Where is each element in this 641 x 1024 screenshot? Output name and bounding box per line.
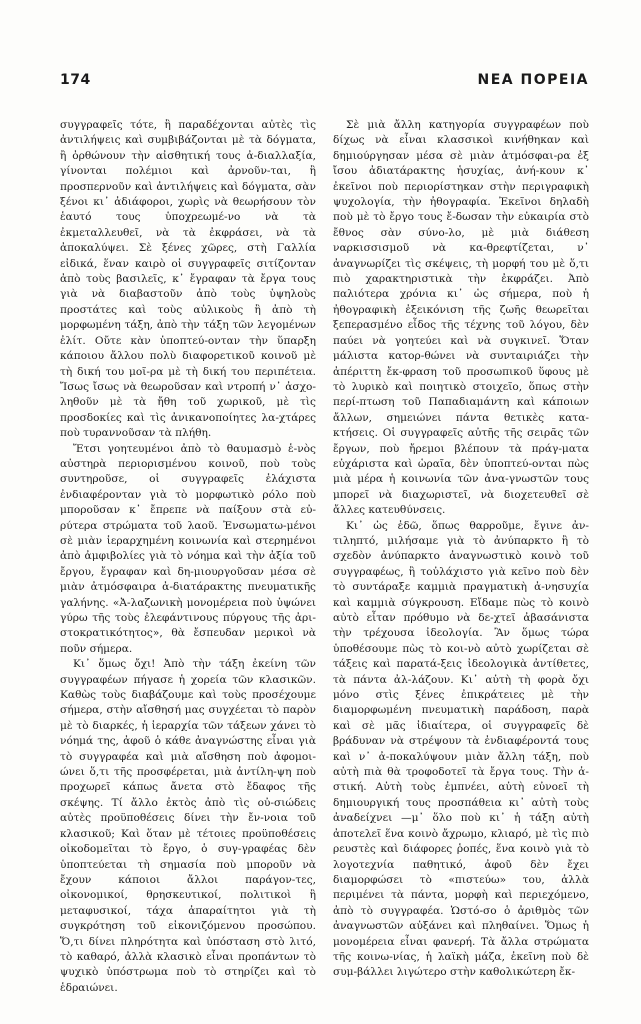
paragraph: Ἔτσι γοητευμένοι ἀπὸ τὸ θαυμασμὸ ἑ-νὸς αὐστηρὰ περιορισμένου κοινοῦ, ποὺ τοὺς συντηροῦσε, οἱ συγγραφεῖς ἐλάχιστα ἐνδιαφέρονταν γιὰ τὸ μορφωτικὸ ρόλο ποὺ μποροῦσαν κ᾿ ἔπρεπε νὰ παίξουν στὰ εὐ-ρύτερα στρώματα τοῦ λαοῦ. Ἐνσωματω-μένοι σὲ μιὰν ἱεραρχημένη κοινωνία καὶ στερημένοι ἀπὸ ἀμφιβολίες γιὰ τὸ νόημα καὶ τὴν ἀξία τοῦ ἔργου, ἔγραφαν καὶ δη-μιουργοῦσαν μέσα σὲ μιὰν ἀτμόσφαιρα ἀ-διατάρακτης πνευματικῆς γαλήνης. «Ἀ-λαζωνικὴ μονομέρεια ποὺ ὑψώνει γύρω τῆς τοὺς ἐλεφάντινους πύργους τῆς ἀρι-στοκρατικότητος», θὰ ἔσπευδαν μερικοὶ νὰ ποῦν σήμερα. xyxy=(60,442,316,655)
paragraph: Κι᾿ ὅμως ὄχι! Ἀπὸ τὴν τάξη ἐκείνη τῶν συγγραφέων πήγασε ἡ χορεία τῶν κλασικῶν. Καθὼς τοὺς διαβάζουμε καὶ τοὺς προσέχουμε σήμερα, στὴν αἴσθησή μας συγχέεται τὸ παρὸν μὲ τὸ διαρκές, ἡ ἱεραρχία τῶν τάξεων χάνει τὸ νόημά της, ἀφοῦ ὁ κάθε ἀναγνώστης εἶναι γιὰ τὸ συγγραφέα καὶ μιὰ αἴσθηση ποὺ ἀφομοι-ώνει ὅ,τι τῆς προσφέρεται, μιὰ ἀντίλη-ψη ποὺ προχωρεῖ κάπως ἄνετα στὸ ἔδαφος τῆς σκέψης. Τί ἄλλο ἐκτὸς ἀπὸ τὶς οὐ-σιώδεις αὐτὲς προϋποθέσεις δίνει τὴν ἔν-νοια τοῦ κλασικοῦ; Καὶ ὅταν μὲ τέτοιες προϋποθέσεις οἰκοδομεῖται τὸ ἔργο, ὁ συγ-γραφέας δὲν ὑποπτεύεται τὴ σημασία ποὺ μποροῦν νὰ ἔχουν κάποιοι ἄλλοι παράγον-τες, οἰκονομικοί, θρησκευτικοί, πολιτικοὶ ἢ μεταφυσικοί, τάχα ἀπαραίτητοι γιὰ τὴ συγκρότηση τοῦ εἰκονιζόμενου προσώπου. Ὅ,τι δίνει πληρότητα καὶ ὑπόσταση στὸ λιτό, τὸ καθαρό, ἀλλὰ κλασικὸ εἶναι προπάντων τὸ ψυχικὸ ὑπόστρωμα ποὺ τὸ στηρίζει καὶ τὸ ἑδραιώνει. xyxy=(60,658,316,994)
page-header xyxy=(60,72,589,88)
paragraph: συγγραφεῖς τότε, ἢ παραδέχονται αὐτὲς τὶς ἀντιλήψεις καὶ συμβιβάζονται μὲ τὰ δόγματα, ἢ ὀρθώνουν τὴν αἰσθητική τους ἀ-διαλλαξία, γίνονται πολέμιοι καὶ ἀρνοῦν-ται, ἢ προσπερνοῦν καὶ ἀντιλήψεις καὶ δόγματα, σὰν ξένοι κι᾿ ἀδιάφοροι, χωρὶς νὰ θεωρήσουν τὸν ἑαυτό τους ὑποχρεωμέ-νο νὰ τὰ ἐκμεταλλευθεῖ, νὰ τὰ ἐκφράσει, νὰ τὰ ἀποκαλύψει. Σὲ ξένες χῶρες, στὴ Γαλλία εἰδικά, ἕναν καιρὸ οἱ συγγραφεῖς σιτίζονταν ἀπὸ τοὺς βασιλεῖς, κ᾿ ἔγραφαν τὰ ἔργα τους γιὰ νὰ διαβαστοῦν ἀπὸ τοὺς ὑψηλοὺς προστάτες καὶ τοὺς αὐλικοὺς ἢ ἀπὸ τὴ μορφωμένη τάξη, ἀπὸ τὴν τάξη τῶν λεγομένων ἐλίτ. Οὔτε κὰν ὑποπτεύ-ονταν τὴν ὕπαρξη κάποιου ἄλλου πολὺ διαφορετικοῦ κοινοῦ μὲ τὴ δική του μοῖ-ρα μὲ τὴ δική του περιπέτεια. Ἴσως ἴσως νὰ θεωροῦσαν καὶ ντροπή ν᾿ ἀσχο-ληθοῦν μὲ τὰ ἤθη τοῦ χωρικοῦ, μὲ τὶς προσδοκίες καὶ τὶς ἀνικανοποίητες λα-χτάρες ποὺ τυραννοῦσαν τὰ πλήθη. xyxy=(60,119,316,440)
paragraph: Κι᾿ ὡς ἐδῶ, ὅπως θαρροῦμε, ἔγινε ἀν-τιληπτό, μιλήσαμε γιὰ τὸ ἀνύπαρκτο ἢ τὸ σχεδὸν ἀνύπαρκτο ἀναγνωστικὸ κοινὸ τοῦ συγγραφέως, ἢ τοὐλάχιστο γιὰ κεῖνο ποὺ δὲν τὸ συντάραξε καμμιὰ πραγματικὴ ἀ-νησυχία καὶ καμμιὰ σύγκρουση. Εἴδαμε πὼς τὸ κοινὸ αὐτὸ εἶταν πρόθυμο νὰ δε-χτεῖ ἀβασάνιστα τὴν τρέχουσα ἰδεολογία. Ἂν ὅμως τώρα ὑποθέσουμε πὼς τὸ κοι-νὸ αὐτὸ χωρίζεται σὲ τάξεις καὶ παρατά-ξεις ἰδεολογικὰ ἀντίθετες, τὰ πάντα ἀλ-λάζουν. Κι᾿ αὐτὴ τὴ φορὰ ὄχι μόνο στὶς ξένες ἐπικράτειες μὲ τὴν διαμορφωμένη πνευματικὴ παράδοση, παρὰ καὶ σὲ μᾶς ἰδιαίτερα, οἱ συγγραφεῖς δὲ βράδυναν νὰ στρέψουν τὰ ἐνδιαφέροντά τους καὶ ν᾿ ἀ-ποκαλύψουν μιὰν ἄλλη τάξη, ποὺ αὐτὴ πιὰ θὰ τροφοδοτεῖ τὰ ἔργα τους. Τὴν ἀ-στική. Αὐτὴ τοὺς ἐμπνέει, αὐτὴ εὐνοεῖ τὴ δημιουργική τους προσπάθεια κι᾿ αὐτὴ τοὺς ἀναδείχνει —μ᾿ ὅλο ποὺ κι᾿ ἡ τάξη αὐτὴ ἀποτελεῖ ἕνα κοινὸ ἄχρωμο, κλιαρό, μὲ τὶς πιὸ ρευστὲς καὶ διάφορες ῥοπές, ἕνα κοινὸ γιὰ τὸ λογοτεχνία παθητικό, ἀφοῦ δὲν ἔχει διαμορφώσει τὸ «πιστεύω» του, ἀλλὰ περιμένει τὰ πάντα, μορφὴ καὶ περιεχόμενο, ἀπὸ τὸ συγγραφέα. Ὡστό-σο ὁ ἀριθμὸς τῶν ἀναγνωστῶν αὐξάνει καὶ πληθαίνει. Ὅμως ἡ μονομέρεια εἶναι φανερή. Τὰ ἄλλα στρώματα τῆς κοινω-νίας, ἡ λαϊκὴ μάζα, ἐκεῖνη ποὺ δὲ συμ-βάλλει λιγώτερο στὴν καθολικώτερη ἔκ- xyxy=(333,519,589,979)
journal-title: ΝΕΑ ΠΟΡΕΙΑ xyxy=(477,72,589,88)
right-column xyxy=(333,118,589,981)
page-number: 174 xyxy=(60,72,91,88)
paragraph: Σὲ μιὰ ἄλλη κατηγορία συγγραφέων ποὺ δίχως νὰ εἶναι κλασσικοὶ κινήθηκαν καὶ δημιούργησαν μέσα σὲ μιὰν ἀτμόσφαι-ρα ἐξ ἴσου ἀδιατάρακτης ἡσυχίας, ἀνή-κουν κ᾿ ἐκεῖνοι ποὺ περιορίστηκαν στὴν περιγραφικὴ ψυχολογία, τὴν ἠθογραφία. Ἐκεῖνοι δηλαδὴ ποὺ μὲ τὸ ἔργο τους ἔ-δωσαν τὴν εὐκαιρία στὸ ἔθνος σὰν σύνο-λο, μὲ μιὰ διάθεση ναρκισσισμοῦ νὰ κα-θρεφτίζεται, ν᾿ ἀναγνωρίζει τὶς σκέψεις, τὴ μορφή του μὲ ὅ,τι πιὸ χαρακτηριστικὰ τὴν ἐκφράζει. Ἀπὸ παλιότερα χρόνια κι᾿ ὡς σήμερα, ποὺ ἡ ἠθογραφικὴ ἐξεικόνιση τῆς ζωῆς θεωρεῖται ξεπερασμένο εἶδος τῆς τέχνης τοῦ λόγου, δὲν παύει νὰ γοητεύει καὶ νὰ συγκινεῖ. Ὅταν μάλιστα κατορ-θώνει νὰ συνταιριάζει τὴν ἀπέριττη ἔκ-φραση τοῦ προσωπικοῦ ὕφους μὲ τὸ λυρικὸ καὶ ποιητικὸ στοιχεῖο, ὅπως στὴν περί-πτωση τοῦ Παπαδιαμάντη καὶ κάποιων ἄλλων, σημειώνει πάντα θετικὲς κατα-κτήσεις. Οἱ συγγραφεῖς αὐτῆς τῆς σειρᾶς τῶν ἔργων, ποὺ ἤρεμοι βλέπουν τὰ πράγ-ματα εὐχάριστα καὶ ὡραῖα, δὲν ὑποπτεύ-ονται πὼς μιὰ μέρα ἡ κοινωνία τῶν ἀνα-γνωστῶν τους μπορεῖ νὰ διαχωριστεῖ, νὰ διοχετευθεῖ σὲ ἄλλες κατευθύνσεις. xyxy=(333,119,589,517)
left-column xyxy=(60,118,316,996)
